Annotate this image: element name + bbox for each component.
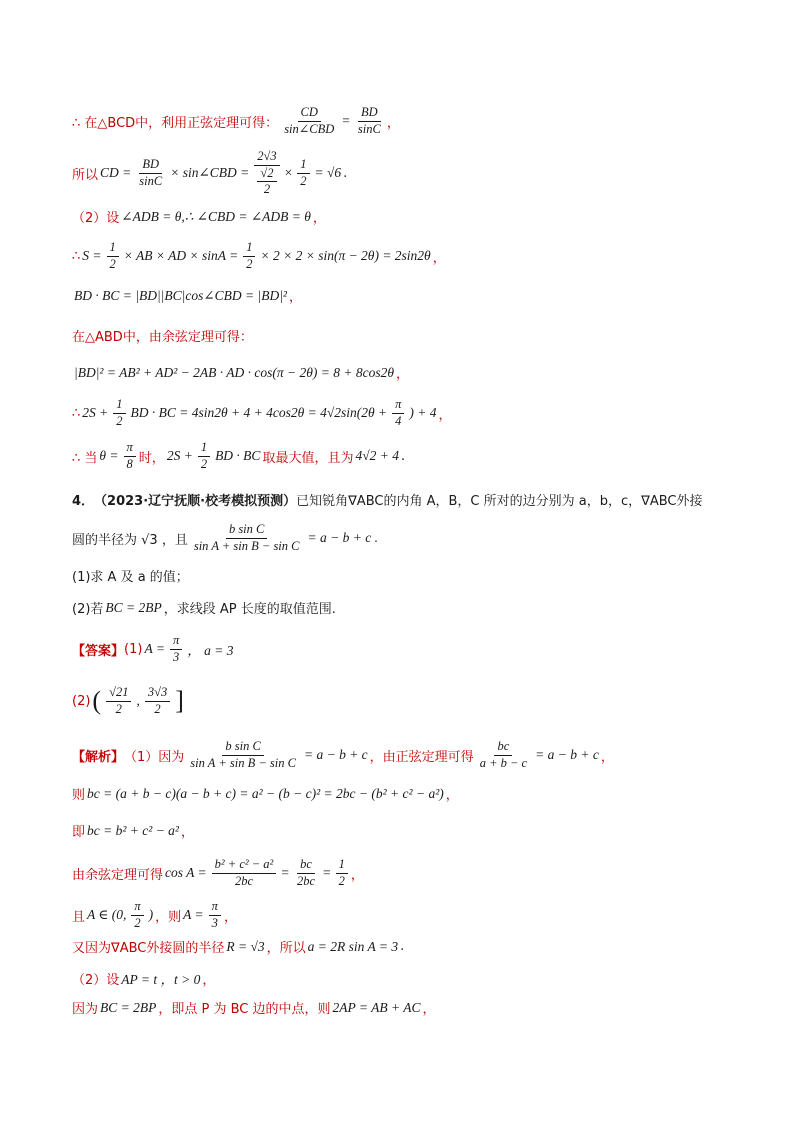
line-3: （2）设 ∠ADB = θ,∴ ∠CBD = ∠ADB = θ ， [72, 208, 326, 226]
answer-line-2: (2) ( $\frac{√21}{2}$ , $\frac{3√3}{2}$ ] [72, 685, 184, 716]
answer-line-1: 【答案】 (1) A = $\frac{\pi}{3}$ ， a = 3 [72, 633, 234, 664]
line-9: ∴ 当 θ = $\frac{\pi}{8}$ 时， 2S + $\frac{1}{2}$ BD · BC 取最大值，且为 4√2 + 4 . [72, 440, 406, 471]
solution-line-1: 【解析】 （1）因为 $\frac{\text{b sin C}}{\text{sin A + sin B − sin C}}$ = a − b + c ，由正弦定理可得 $\frac{bc}{a + b - c}$ = a − b + c ， [72, 739, 614, 770]
question-4-line-1: 4． （2023·辽宁抚顺·校考模拟预测） 已知锐角∇ABC的内角 A，B，C 所对的边分别为 a，b，c，∇ABC外接 [72, 494, 703, 509]
question-4-part-1: (1)求 A 及 a 的值； [72, 570, 189, 585]
solution-line-6: 又因为∇ABC外接圆的半径 R = √3 ，所以 a = 2R sin A = 3 . [72, 938, 405, 956]
solution-line-7: （2）设 AP = t ，t > 0 ， [72, 972, 216, 988]
solution-line-8: 因为 BC = 2BP ，即点 P 为 BC 边的中点，则 2AP = AB + AC ， [72, 999, 436, 1017]
solution-line-3: 即 bc = b² + c² − a² ， [72, 822, 194, 840]
solution-line-2: 则 bc = (a + b − c)(a − b + c) = a² − (b − c)² = 2bc − (b² + c² − a²) ， [72, 785, 459, 803]
line-8: ∴ 2S + $\frac{1}{2}$ BD · BC = 4sin2θ + 4 + 4cos2θ = 4√2sin(2θ + $\frac{\pi}{4}$ ) + 4 ， [72, 397, 452, 428]
fraction: $\frac{1}{2}$ [297, 158, 309, 189]
line-2: 所以 CD = $\frac{BD}{\sin C}$ × sin∠CBD = 2√3 √2 2 × $\frac{1}{2}$ = √6 . [72, 149, 348, 196]
fraction: 2√3 √2 2 [254, 150, 279, 196]
solution-line-4: 由余弦定理可得 cos A = $\frac{\text{b² + c² − a²}}{2bc}$ = $\frac{bc}{2bc}$ = $\frac{1}{2}$ ， [72, 857, 364, 888]
text: ∴ 在△BCD中，利用正弦定理可得： [72, 115, 279, 131]
line-5: BD · BC = |BD||BC|cos∠CBD = |BD|² ， [74, 287, 302, 305]
line-7: |BD|² = AB² + AD² − 2AB · AD · cos(π − 2θ) = 8 + 8cos2θ ， [74, 364, 409, 382]
line-1: ∴ 在△BCD中，利用正弦定理可得： $\frac{CD}{\text{sin∠CBD}}$ = $\frac{BD}{\sin C}$ ， [72, 105, 400, 136]
fraction: $\frac{CD}{\text{sin∠CBD}}$ [284, 105, 335, 136]
fraction: $\frac{BD}{\sin C}$ [139, 156, 163, 188]
fraction: $\frac{BD}{\sin C}$ [357, 105, 381, 136]
question-4-line-2: 圆的半径为 √3 ，且 $\frac{\text{b sin C}}{\text{sin A + sin B − sin C}}$ = a − b + c . [72, 522, 378, 553]
line-4: ∴ S = $\frac{1}{2}$ × AB × AD × sinA = $\frac{1}{2}$ × 2 × 2 × sin(π − 2θ) = 2sin2θ ， [72, 240, 446, 271]
line-6: 在△ABD中，由余弦定理可得： [72, 330, 253, 345]
solution-line-5: 且 A ∈ (0, $\frac{\pi}{2}$ ) ，则 A = $\frac{\pi}{3}$ ， [72, 899, 237, 930]
question-4-part-2: (2)若 BC = 2BP ，求线段 AP 长度的取值范围. [72, 599, 336, 617]
